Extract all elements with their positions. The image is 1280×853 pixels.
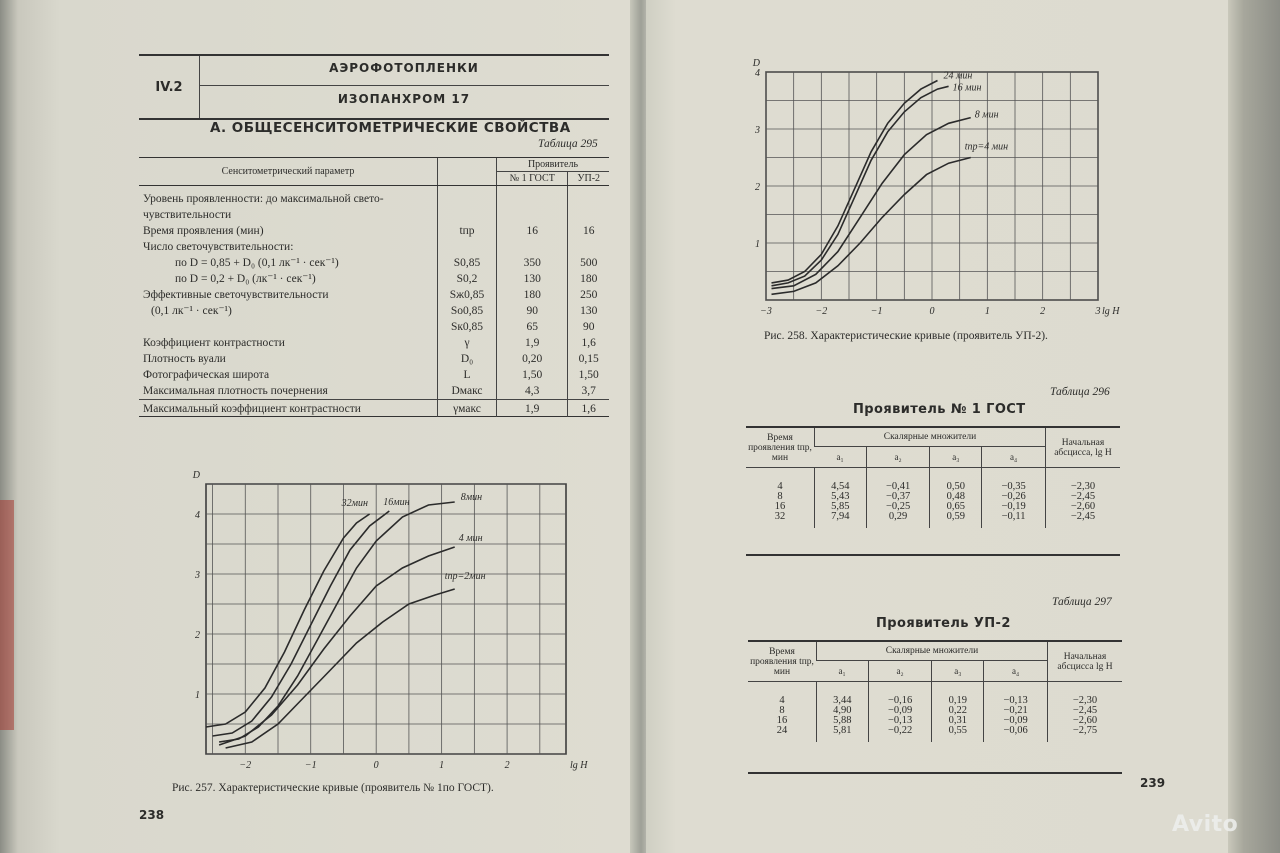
cell-param: по D = 0,85 + D₀ (0,1 лк⁻¹ · сек⁻¹) bbox=[175, 257, 339, 269]
cell: 16 bbox=[774, 501, 786, 512]
col-a1-header: a₁ bbox=[815, 447, 867, 468]
cell-param: Плотность вуали bbox=[143, 353, 226, 365]
header-title: АЭРОФОТОПЛЕНКИ bbox=[329, 61, 479, 75]
cell: 16 bbox=[776, 715, 788, 726]
section-title: А. ОБЩЕСЕНСИТОМЕТРИЧЕСКИЕ СВОЙСТВА bbox=[210, 120, 571, 136]
cell-up2: 500 bbox=[568, 255, 609, 271]
cell-gost: 90 bbox=[497, 303, 568, 319]
cell-param bbox=[139, 319, 438, 335]
table-297-label: Таблица 297 bbox=[1052, 596, 1112, 608]
cell-param: (0,1 лк⁻¹ · сек⁻¹) bbox=[151, 305, 232, 317]
cell-gost: 16 bbox=[497, 223, 568, 239]
y-tick-label: 3 bbox=[755, 125, 760, 136]
x-tick-label: −2 bbox=[815, 306, 828, 317]
cell-sym: Sо0,85 bbox=[438, 303, 497, 319]
table-row bbox=[746, 502, 1120, 512]
cell-up2: 1,50 bbox=[568, 367, 609, 383]
cell-gost: 4,3 bbox=[497, 383, 568, 400]
cell: −0,26 bbox=[982, 492, 1046, 502]
cell: −0,13 bbox=[984, 682, 1048, 707]
cell: 4,90 bbox=[817, 706, 869, 716]
cell: −0,25 bbox=[866, 502, 930, 512]
cell-sym: S0,2 bbox=[438, 271, 497, 287]
cell: −2,60 bbox=[1046, 502, 1121, 512]
cell: 32 bbox=[774, 511, 786, 522]
series-label: 4 мин bbox=[458, 533, 483, 544]
x-tick-label: 2 bbox=[1040, 306, 1046, 317]
cell-up2 bbox=[568, 186, 609, 208]
cell: 4,54 bbox=[815, 468, 867, 493]
cell: 4 bbox=[779, 695, 785, 706]
cell: 3,44 bbox=[817, 682, 869, 707]
series-label: 8мин bbox=[460, 492, 483, 503]
table-row bbox=[139, 351, 609, 367]
cell-param: Эффективные светочувствительности bbox=[143, 289, 329, 301]
cell-sym bbox=[438, 186, 497, 208]
table-row bbox=[139, 255, 609, 271]
y-tick-label: 4 bbox=[755, 68, 760, 79]
cell-up2 bbox=[568, 239, 609, 255]
cell-sym: Sж0,85 bbox=[438, 287, 497, 303]
cell: −0,37 bbox=[866, 492, 930, 502]
series-line bbox=[219, 502, 455, 742]
x-tick-label: 0 bbox=[929, 306, 935, 317]
table-297 bbox=[748, 640, 1122, 774]
cell: 7,94 bbox=[815, 512, 867, 528]
col-a2-header: a₂ bbox=[866, 447, 930, 468]
y-tick-label: 1 bbox=[755, 239, 760, 250]
cell: 8 bbox=[779, 705, 785, 716]
cell: 5,43 bbox=[815, 492, 867, 502]
cell-up2: 250 bbox=[568, 287, 609, 303]
cell: −2,30 bbox=[1046, 468, 1121, 493]
table-295-label: Таблица 295 bbox=[538, 138, 598, 150]
cell: −2,60 bbox=[1048, 716, 1123, 726]
table-296-title: Проявитель № 1 ГОСТ bbox=[853, 402, 1026, 417]
col-up2-header: УП-2 bbox=[568, 172, 609, 186]
col-a4-header: a₄ bbox=[982, 447, 1046, 468]
chart-fig-257 bbox=[180, 470, 588, 778]
header-subtitle: ИЗОПАНХРОМ 17 bbox=[337, 92, 471, 106]
series-line bbox=[219, 547, 455, 745]
table-row bbox=[139, 239, 609, 255]
table-296 bbox=[746, 426, 1120, 556]
cell-param: Коэффициент контрастности bbox=[143, 337, 285, 349]
cell-sym: γ bbox=[438, 335, 497, 351]
section-header bbox=[139, 54, 609, 120]
cell-sym: L bbox=[438, 367, 497, 383]
cell-sym: Dмакс bbox=[438, 383, 497, 400]
cell-param: Время проявления (мин) bbox=[143, 225, 264, 237]
cell: 0,22 bbox=[932, 706, 984, 716]
cell: 0,19 bbox=[932, 682, 984, 707]
series-label: tпр=2мин bbox=[444, 571, 486, 582]
cell-sym: Sк0,85 bbox=[438, 319, 497, 335]
cell: −0,11 bbox=[982, 512, 1046, 528]
cell: −0,13 bbox=[868, 716, 932, 726]
cell: 0,59 bbox=[930, 512, 982, 528]
x-tick-label: 1 bbox=[984, 306, 990, 317]
col-a3-header: a₃ bbox=[930, 447, 982, 468]
figure-258-caption: Рис. 258. Характеристические кривые (проявитель УП-2). bbox=[764, 330, 1048, 342]
cell-up2: 180 bbox=[568, 271, 609, 287]
cell-sym: tпр bbox=[438, 223, 497, 239]
col-a1-header: a₁ bbox=[817, 661, 869, 682]
cell: −0,35 bbox=[982, 468, 1046, 493]
cell-param: Максимальная плотность почернения bbox=[143, 385, 328, 397]
last-row-up2: 1,6 bbox=[568, 400, 609, 417]
x-tick-label: −1 bbox=[870, 306, 883, 317]
cell-param: чувствительности bbox=[143, 209, 232, 221]
figure-257-caption: Рис. 257. Характеристические кривые (проявитель № 1по ГОСТ). bbox=[172, 782, 494, 794]
x-tick-label: 2 bbox=[504, 760, 510, 771]
last-row-param: Максимальный коэффициент контрастности bbox=[143, 403, 361, 415]
table-row bbox=[139, 271, 609, 287]
table-297-title: Проявитель УП-2 bbox=[876, 616, 1011, 631]
cell-gost: 1,50 bbox=[497, 367, 568, 383]
cell-up2 bbox=[568, 207, 609, 223]
y-tick-label: 4 bbox=[195, 510, 200, 521]
cell-gost bbox=[497, 239, 568, 255]
table-row bbox=[748, 682, 1122, 707]
cell-up2: 16 bbox=[568, 223, 609, 239]
table-row bbox=[139, 335, 609, 351]
cell: −0,06 bbox=[984, 726, 1048, 742]
cell: −0,09 bbox=[984, 716, 1048, 726]
table-row bbox=[139, 186, 609, 208]
cell: 5,88 bbox=[817, 716, 869, 726]
cell: −0,41 bbox=[866, 468, 930, 493]
cell-gost: 0,20 bbox=[497, 351, 568, 367]
cell: 0,65 bbox=[930, 502, 982, 512]
page-number-left: 238 bbox=[139, 808, 165, 822]
cell-up2: 0,15 bbox=[568, 351, 609, 367]
table-row bbox=[746, 492, 1120, 502]
col-param-header: Сенситометрический параметр bbox=[139, 158, 438, 186]
cell-param: Уровень проявленности: до максимальной свето- bbox=[143, 193, 384, 205]
y-axis-label: D bbox=[752, 58, 760, 69]
x-tick-label: 0 bbox=[373, 760, 379, 771]
page-edges bbox=[1228, 0, 1280, 853]
cell: −2,30 bbox=[1048, 682, 1123, 707]
cell: 0,55 bbox=[932, 726, 984, 742]
cell: −2,45 bbox=[1046, 492, 1121, 502]
y-tick-label: 2 bbox=[755, 182, 760, 193]
col-coef-header: Скалярные множители bbox=[817, 642, 1048, 661]
table-row bbox=[746, 512, 1120, 528]
cover-edge bbox=[0, 500, 14, 730]
x-axis-label: lg H bbox=[1102, 306, 1120, 317]
cell: 5,81 bbox=[817, 726, 869, 742]
series-label: 32мин bbox=[341, 498, 368, 509]
table-row bbox=[139, 207, 609, 223]
cell-gost: 65 bbox=[497, 319, 568, 335]
cell: 0,31 bbox=[932, 716, 984, 726]
cell: −0,21 bbox=[984, 706, 1048, 716]
avito-watermark: Avito bbox=[1172, 812, 1239, 837]
table-row bbox=[748, 706, 1122, 716]
last-row-gost: 1,9 bbox=[497, 400, 568, 417]
cell: 24 bbox=[776, 725, 788, 736]
table-row bbox=[139, 367, 609, 383]
cell-param: Фотографическая широта bbox=[143, 369, 270, 381]
cell-up2: 1,6 bbox=[568, 335, 609, 351]
cell-sym: S0,85 bbox=[438, 255, 497, 271]
y-tick-label: 2 bbox=[195, 630, 200, 641]
table-row bbox=[139, 223, 609, 239]
cell-param: по D = 0,2 + D₀ (лк⁻¹ · сек⁻¹) bbox=[175, 273, 316, 285]
col-a3-header: a₃ bbox=[932, 661, 984, 682]
cell-gost bbox=[497, 186, 568, 208]
page-number-right: 239 bbox=[1140, 776, 1166, 790]
x-axis-label: lg H bbox=[570, 760, 588, 771]
y-axis-label: D bbox=[192, 470, 200, 481]
col-abs-header: Начальная абсцисса, lg H bbox=[1046, 428, 1121, 468]
cell-sym bbox=[438, 207, 497, 223]
col-time-header: Время проявления tпр, мин bbox=[748, 642, 817, 682]
cell: 4 bbox=[777, 481, 783, 492]
cell-up2: 90 bbox=[568, 319, 609, 335]
x-tick-label: −3 bbox=[760, 306, 772, 317]
col-abs-header: Начальная абсцисса lg H bbox=[1048, 642, 1123, 682]
cell: 0,48 bbox=[930, 492, 982, 502]
col-a4-header: a₄ bbox=[984, 661, 1048, 682]
cell-up2: 130 bbox=[568, 303, 609, 319]
table-row bbox=[748, 726, 1122, 742]
col-a2-header: a₂ bbox=[868, 661, 932, 682]
table-row bbox=[139, 383, 609, 400]
section-code: IV.2 bbox=[139, 56, 200, 118]
cell: −0,22 bbox=[868, 726, 932, 742]
cell-gost: 130 bbox=[497, 271, 568, 287]
col-gost-header: № 1 ГОСТ bbox=[497, 172, 568, 186]
cell: −0,09 bbox=[868, 706, 932, 716]
cell-gost: 180 bbox=[497, 287, 568, 303]
x-tick-label: 1 bbox=[439, 760, 445, 771]
col-time-header: Время проявления tпр, мин bbox=[746, 428, 815, 468]
series-line bbox=[772, 118, 971, 289]
table-row bbox=[748, 716, 1122, 726]
cell-up2: 3,7 bbox=[568, 383, 609, 400]
cell: −2,75 bbox=[1048, 726, 1123, 742]
series-label: 8 мин bbox=[974, 109, 999, 121]
cell-sym: D₀ bbox=[438, 351, 497, 367]
y-tick-label: 3 bbox=[195, 570, 200, 581]
col-coef-header: Скалярные множители bbox=[815, 428, 1046, 447]
x-tick-label: −1 bbox=[304, 760, 317, 771]
cell-param: Число светочувствительности: bbox=[143, 241, 294, 253]
table-295 bbox=[139, 157, 609, 417]
table-row bbox=[139, 303, 609, 319]
table-row bbox=[746, 468, 1120, 493]
chart-fig-258 bbox=[748, 40, 1118, 320]
y-tick-label: 1 bbox=[195, 690, 200, 701]
cell: −2,45 bbox=[1048, 706, 1123, 716]
x-tick-label: 3 bbox=[1095, 306, 1101, 317]
cell: −0,16 bbox=[868, 682, 932, 707]
cell: −2,45 bbox=[1046, 512, 1121, 528]
last-row-sym: γмакс bbox=[438, 400, 497, 417]
table-row bbox=[139, 319, 609, 335]
series-label: 16 мин bbox=[952, 82, 982, 94]
cell-gost: 350 bbox=[497, 255, 568, 271]
series-label: 16мин bbox=[383, 497, 410, 508]
cell: 5,85 bbox=[815, 502, 867, 512]
cell-sym bbox=[438, 239, 497, 255]
col-dev-header: Проявитель bbox=[497, 158, 610, 172]
cell: 8 bbox=[777, 491, 783, 502]
x-tick-label: −2 bbox=[239, 760, 252, 771]
series-label: 24 мин bbox=[943, 70, 973, 82]
cell: 0,29 bbox=[866, 512, 930, 528]
cell-gost bbox=[497, 207, 568, 223]
series-line bbox=[772, 81, 938, 283]
table-row bbox=[139, 287, 609, 303]
cell-gost: 1,9 bbox=[497, 335, 568, 351]
series-line bbox=[213, 511, 390, 736]
table-296-label: Таблица 296 bbox=[1050, 386, 1110, 398]
cell: −0,19 bbox=[982, 502, 1046, 512]
cell: 0,50 bbox=[930, 468, 982, 493]
series-label: tпр=4 мин bbox=[964, 141, 1009, 153]
